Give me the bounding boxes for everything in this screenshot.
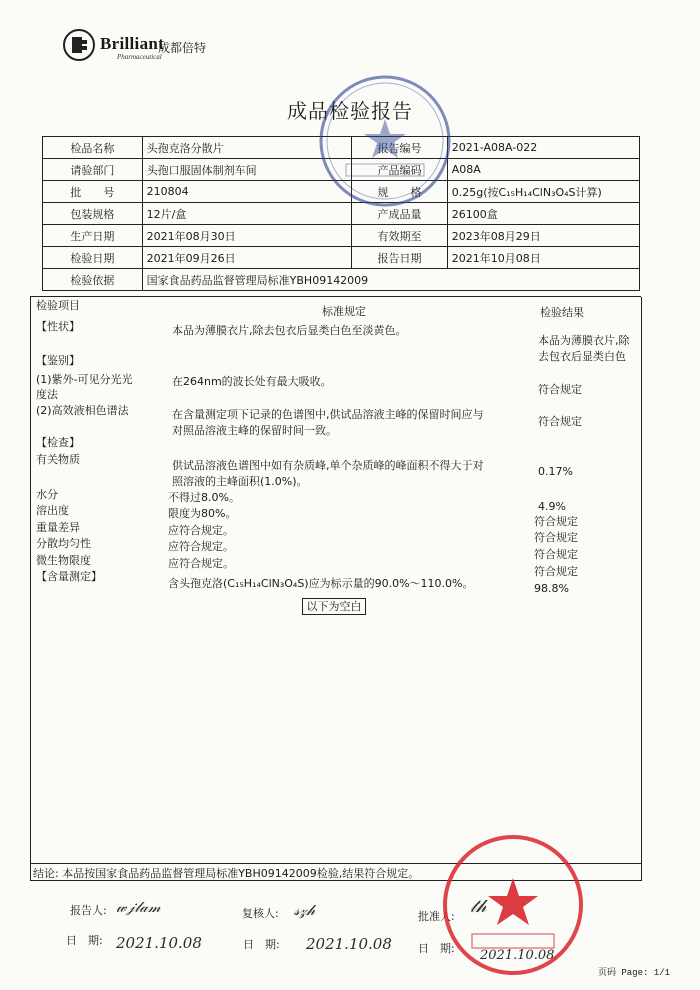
header-value: 2021年10月08日 — [447, 247, 639, 269]
header-row — [43, 159, 640, 181]
col-header-item: 检验项目 — [36, 299, 80, 312]
reporter-date-handwriting: 2021.10.08 — [116, 934, 202, 952]
section-assay: 【含量测定】 — [36, 570, 102, 583]
uv-item-line1: (1)紫外-可见分光光 — [36, 373, 133, 386]
basis-row — [43, 269, 640, 291]
water-standard: 不得过8.0%。 — [168, 491, 240, 504]
assay-result: 98.8% — [534, 582, 569, 595]
section-traits: 【性状】 — [36, 320, 80, 333]
header-label: 报告日期 — [352, 247, 448, 269]
weight-variation-standard: 应符合规定。 — [168, 524, 234, 537]
header-value: 12片/盒 — [142, 203, 352, 225]
approver-signature: 𝓉𝒽 — [470, 896, 487, 917]
related-item: 有关物质 — [36, 453, 80, 466]
hplc-standard-line1: 在含量测定项下记录的色谱图中,供试品溶液主峰的保留时间应与 — [172, 408, 484, 421]
reporter-date-label: 日 期: — [66, 934, 103, 947]
basis-value: 国家食品药品监督管理局标准YBH09142009 — [142, 269, 639, 291]
header-label: 包装规格 — [43, 203, 143, 225]
approver-date-handwriting: 2021.10.08 — [480, 948, 555, 963]
uv-standard: 在264nm的波长处有最大吸收。 — [172, 375, 332, 388]
header-label: 产品编码 — [352, 159, 448, 181]
weight-variation-item: 重量差异 — [36, 521, 80, 534]
section-identification: 【鉴别】 — [36, 354, 80, 367]
related-standard-line2: 照溶液的主峰面积(1.0%)。 — [172, 475, 308, 488]
dissolution-result: 符合规定 — [534, 515, 578, 528]
water-item: 水分 — [36, 488, 58, 501]
dissolution-standard: 限度为80%。 — [168, 507, 237, 520]
brilliant-logo-icon — [62, 28, 96, 62]
conclusion-divider — [30, 863, 641, 864]
header-label: 检验日期 — [43, 247, 143, 269]
dissolution-item: 溶出度 — [36, 504, 69, 517]
header-value: 头孢口服固体制剂车间 — [142, 159, 352, 181]
header-value: 2021年08月30日 — [142, 225, 352, 247]
water-result: 4.9% — [538, 500, 566, 513]
uv-item-line2: 度法 — [36, 388, 58, 401]
header-value: 2021-A08A-022 — [447, 137, 639, 159]
header-row — [43, 181, 640, 203]
traits-result-line1: 本品为薄膜衣片,除 — [538, 334, 630, 347]
brand-name: Brilliant — [100, 34, 165, 53]
traits-result-line2: 去包衣后显类白色 — [538, 350, 626, 363]
header-label: 生产日期 — [43, 225, 143, 247]
col-header-result: 检验结果 — [540, 306, 584, 319]
header-value: 2021年09月26日 — [142, 247, 352, 269]
dispersion-item: 分散均匀性 — [36, 537, 91, 550]
related-result: 0.17% — [538, 465, 573, 478]
header-label: 有效期至 — [352, 225, 448, 247]
dispersion-result: 符合规定 — [534, 548, 578, 561]
approver-label: 批准人: — [418, 910, 455, 923]
header-value: 26100盒 — [447, 203, 639, 225]
reviewer-signature: 𝓈𝓏𝒽 — [294, 901, 316, 919]
approver-date-label: 日 期: — [418, 942, 455, 955]
header-label: 请验部门 — [43, 159, 143, 181]
header-value: 头孢克洛分散片 — [142, 137, 352, 159]
header-value: A08A — [447, 159, 639, 181]
microbial-item: 微生物限度 — [36, 554, 91, 567]
header-row — [43, 247, 640, 269]
hplc-item: (2)高效液相色谱法 — [36, 404, 129, 417]
assay-standard: 含头孢克洛(C₁₅H₁₄ClN₃O₄S)应为标示量的90.0%～110.0%。 — [168, 577, 474, 590]
brand-chinese-name: 成都倍特 — [158, 41, 207, 55]
header-value: 210804 — [142, 181, 352, 203]
header-label: 批 号 — [43, 181, 143, 203]
reviewer-date-handwriting: 2021.10.08 — [306, 935, 392, 953]
section-check: 【检查】 — [36, 436, 80, 449]
microbial-standard: 应符合规定。 — [168, 557, 234, 570]
report-title: 成品检验报告 — [287, 99, 413, 123]
dispersion-standard: 应符合规定。 — [168, 540, 234, 553]
report-header-table — [42, 136, 640, 291]
brand-subtitle: Pharmaceutical — [117, 53, 162, 61]
header-row — [43, 225, 640, 247]
reporter-signature: 𝓌𝒿𝓁𝒶𝓂 — [116, 898, 161, 916]
hplc-standard-line2: 对照品溶液主峰的保留时间一致。 — [172, 424, 337, 437]
reviewer-date-label: 日 期: — [243, 938, 280, 951]
header-label: 检品名称 — [43, 137, 143, 159]
header-value: 2023年08月29日 — [447, 225, 639, 247]
header-row — [43, 137, 640, 159]
header-row — [43, 203, 640, 225]
basis-label: 检验依据 — [43, 269, 143, 291]
hplc-result: 符合规定 — [538, 415, 582, 428]
blank-below-marker: 以下为空白 — [302, 598, 366, 615]
reporter-label: 报告人: — [70, 904, 107, 917]
header-label: 产成品量 — [352, 203, 448, 225]
header-value: 0.25g(按C₁₅H₁₄ClN₃O₄S计算) — [447, 181, 639, 203]
uv-result: 符合规定 — [538, 383, 582, 396]
header-label: 报告编号 — [352, 137, 448, 159]
col-header-standard: 标准规定 — [322, 305, 366, 318]
header-label: 规 格 — [352, 181, 448, 203]
traits-standard: 本品为薄膜衣片,除去包衣后显类白色至淡黄色。 — [172, 324, 407, 337]
conclusion-text: 结论: 本品按国家食品药品监督管理局标准YBH09142009检验,结果符合规定。 — [33, 867, 420, 880]
microbial-result: 符合规定 — [534, 565, 578, 578]
weight-variation-result: 符合规定 — [534, 531, 578, 544]
reviewer-label: 复核人: — [242, 907, 279, 920]
related-standard-line1: 供试品溶液色谱图中如有杂质峰,单个杂质峰的峰面积不得大于对 — [172, 459, 484, 472]
page-number: 页码 Page: 1/1 — [597, 968, 670, 978]
